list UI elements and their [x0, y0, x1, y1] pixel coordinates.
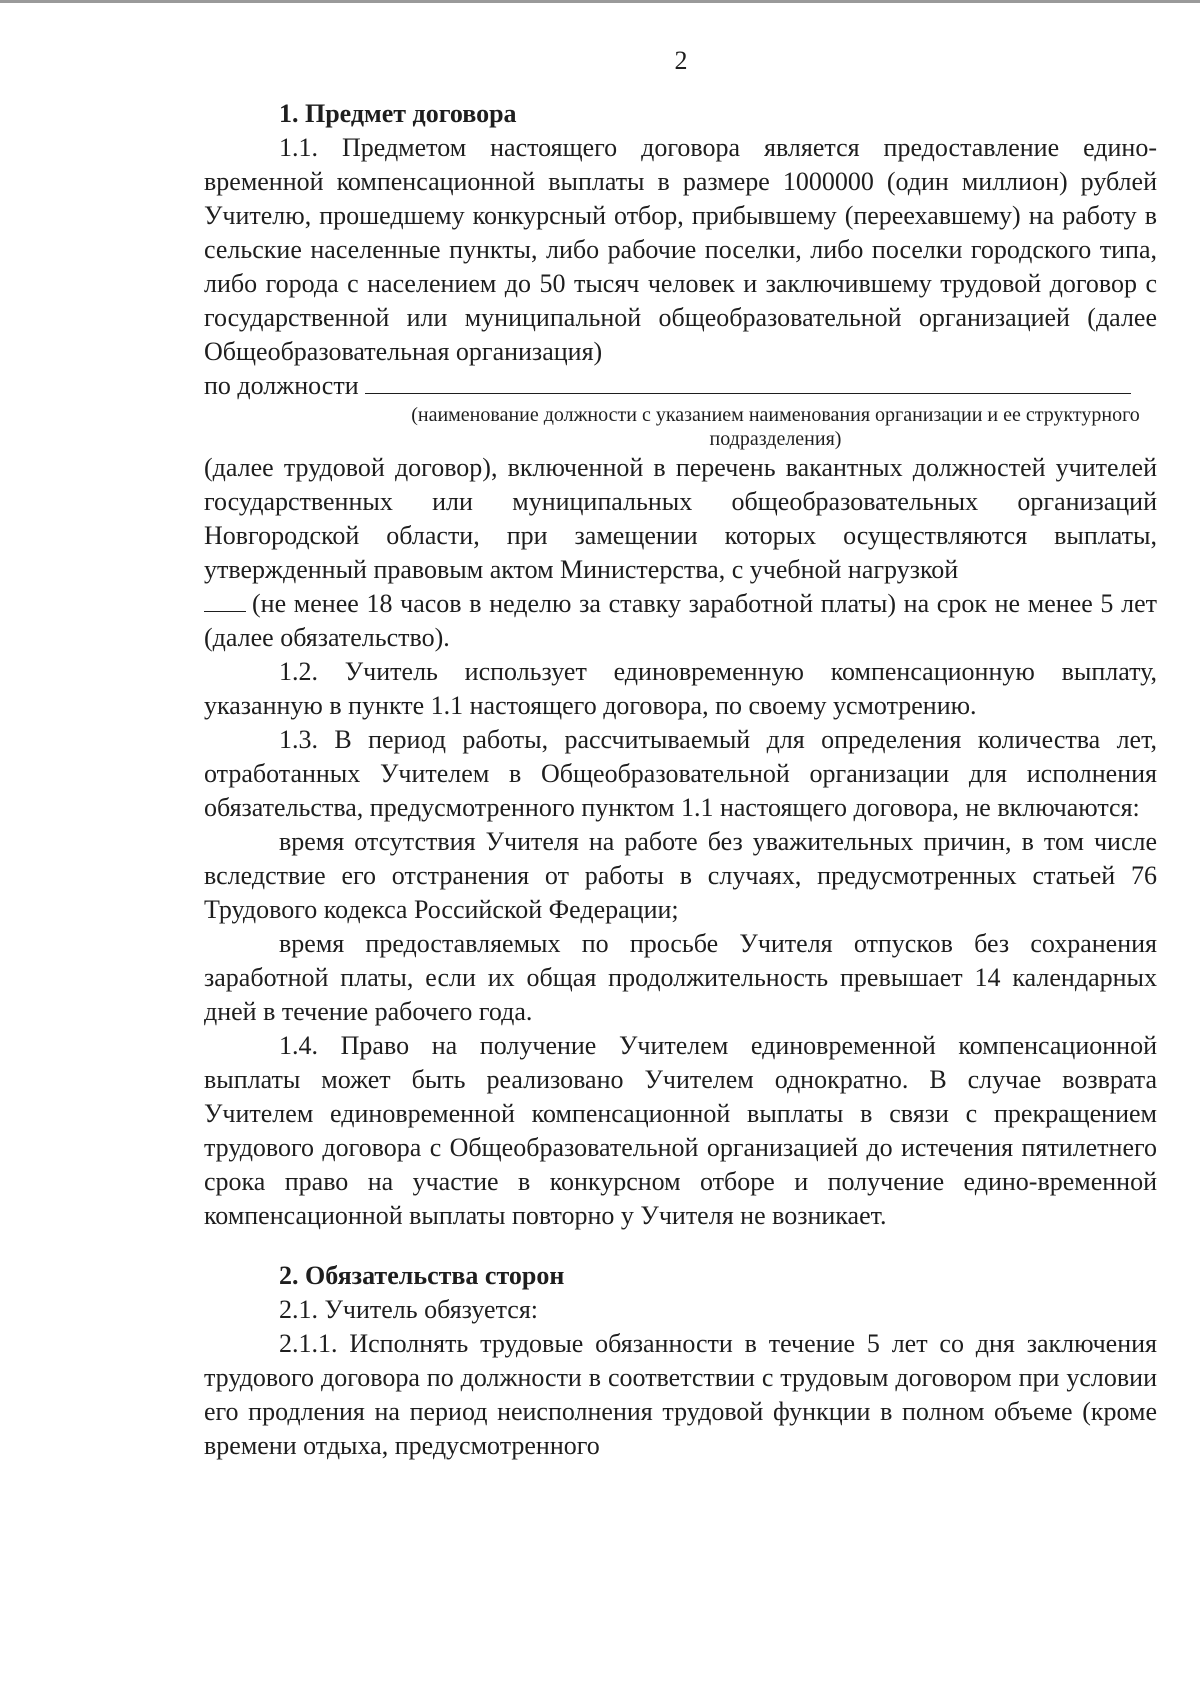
position-line: [204, 369, 1157, 403]
clause-1-1-continued: (далее трудовой договор), включенной в перечень вакантных должностей учителей государственных или муниципальных общеобразовательных организаций Новгородской области, при замещении которых осуществляются выплаты, утвержденный правовым актом Министерства, с учебной нагрузкой: [204, 453, 1157, 584]
document-body: [204, 97, 1157, 1463]
position-note: (наименование должности с указанием наименования организации и ее структурного подразделения): [411, 404, 1140, 450]
position-blank: [365, 371, 1131, 394]
clause-1-4: 1.4. Право на получение Учителем единовременной компенсационной выплаты может быть реализовано Учителем однократно. В случае возврата Учителем единовременной компенсационной выплаты в связи с прекращением трудового договора с Общеобразовательной организацией до истечения пятилетнего срока право на участие в конкурсном отборе и получение едино-временной компенсационной выплаты повторно у Учителя не возникает.: [204, 1031, 1157, 1230]
clause-1-1-end: [204, 587, 1157, 655]
clause-1-1: 1.1. Предметом настоящего договора является предоставление едино-временной компенсационной выплаты в размере 1000000 (один миллион) рублей Учителю, прошедшему конкурсный отбор, прибывшему (переехавшему) на работу в сельские населенные пункты, либо рабочие поселки, либо поселки городского типа, либо города с населением до 50 тысяч человек и заключившему трудовой договор с государственной или муниципальной общеобразовательной организацией (далее Общеобразовательная организация): [204, 133, 1157, 366]
page-number: 2: [674, 46, 688, 75]
clause-1-1-end-text: (не менее 18 часов в неделю за ставку заработной платы) на срок не менее 5 лет (далее обязательство).: [204, 589, 1157, 652]
clause-1-3-item-b: время предоставляемых по просьбе Учителя отпусков без сохранения заработной платы, если их общая продолжительность превышает 14 календарных дней в течение рабочего года.: [204, 929, 1157, 1026]
section-2-title: 2. Обязательства сторон: [279, 1261, 565, 1290]
hours-blank: [204, 589, 246, 612]
scan-edge: [0, 0, 1200, 3]
section-1-title: 1. Предмет договора: [279, 99, 517, 128]
position-label: по должности: [204, 371, 359, 400]
clause-1-3-item-a: время отсутствия Учителя на работе без уважительных причин, в том числе вследствие его отстранения от работы в случаях, предусмотренных статьей 76 Трудового кодекса Российской Федерации;: [204, 827, 1157, 924]
clause-1-3: 1.3. В период работы, рассчитываемый для определения количества лет, отработанных Учителем в Общеобразовательной организации для исполнения обязательства, предусмотренного пунктом 1.1 настоящего договора, не включаются:: [204, 725, 1157, 822]
section-gap: [204, 1233, 1157, 1259]
clause-1-2: 1.2. Учитель использует единовременную компенсационную выплату, указанную в пункте 1.1 настоящего договора, по своему усмотрению.: [204, 657, 1157, 720]
clause-2-1: 2.1. Учитель обязуется:: [279, 1295, 538, 1324]
clause-2-1-1: 2.1.1. Исполнять трудовые обязанности в течение 5 лет со дня заключения трудового договора по должности в соответствии с трудовым договором при условии его продления на период неисполнения трудовой функции в полном объеме (кроме времени отдыха, предусмотренного: [204, 1329, 1157, 1460]
